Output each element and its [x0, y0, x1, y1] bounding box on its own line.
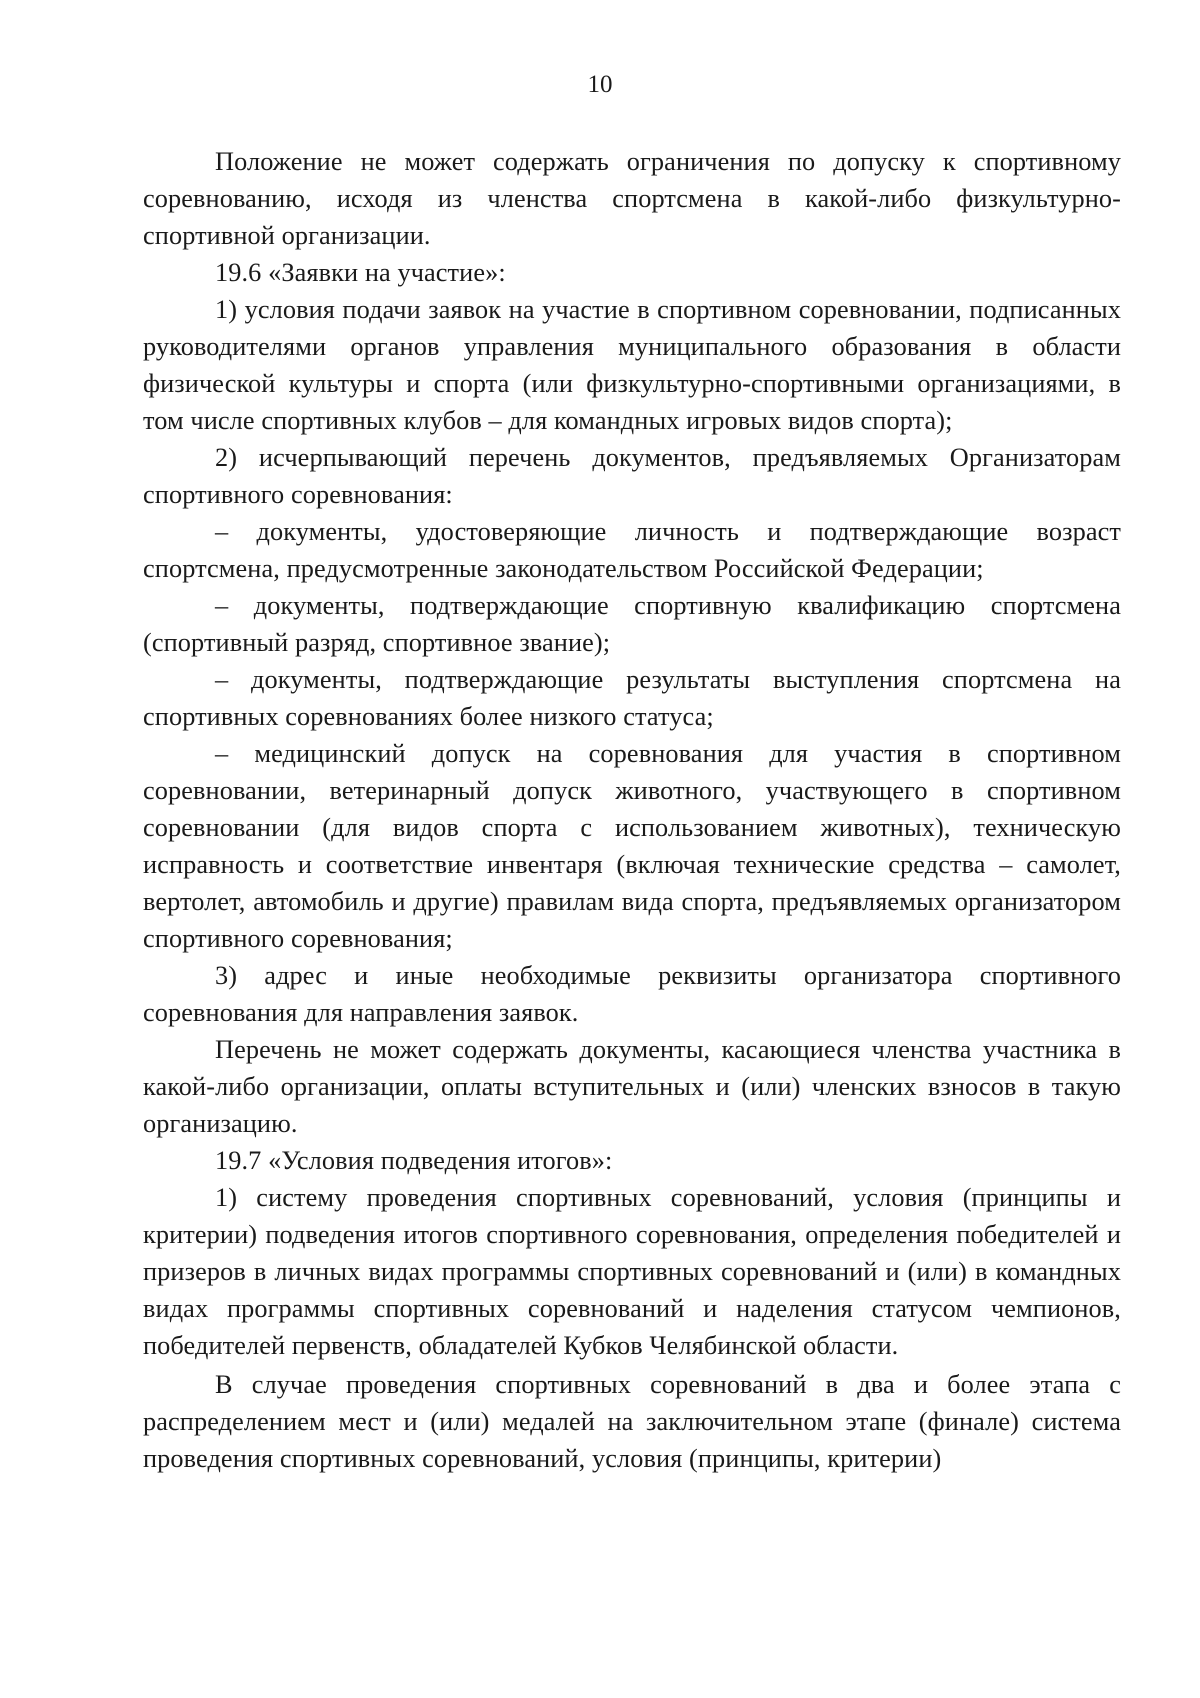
- section-heading-19-7: 19.7 «Условия подведения итогов»:: [215, 1146, 613, 1175]
- paragraph: Перечень не может содержать документы, касающиеся членства участника в какой-либо организации, оплаты вступительных и (или) членских взносов в такую организацию.: [143, 1035, 1121, 1138]
- page-number: 10: [587, 71, 613, 98]
- dash-item: – документы, удостоверяющие личность и подтверждающие возраст спортсмена, предусмотренные законодательством Российской Федерации;: [143, 517, 1121, 583]
- paragraph: В случае проведения спортивных соревнований в два и более этапа с распределением мест и (или) медалей на заключительном этапе (финале) система проведения спортивных соревнований, условия (принципы, критерии): [143, 1370, 1121, 1473]
- list-item: 2) исчерпывающий перечень документов, предъявляемых Организаторам спортивного соревнования:: [143, 443, 1121, 509]
- list-item: 1) условия подачи заявок на участие в спортивном соревновании, подписанных руководителями органов управления муниципального образования в области физической культуры и спорта (или физкультурно-спортивными организациями, в том числе спортивных клубов – для командных игровых видов спорта);: [143, 295, 1121, 435]
- dash-item: – документы, подтверждающие результаты выступления спортсмена на спортивных соревнованиях более низкого статуса;: [143, 665, 1121, 731]
- dash-item: – документы, подтверждающие спортивную квалификацию спортсмена (спортивный разряд, спортивное звание);: [143, 591, 1121, 657]
- document-body: [143, 143, 1121, 1477]
- list-item: 3) адрес и иные необходимые реквизиты организатора спортивного соревнования для направления заявок.: [143, 961, 1121, 1027]
- list-item: 1) систему проведения спортивных соревнований, условия (принципы и критерии) подведения итогов спортивного соревнования, определения победителей и призеров в личных видах программы спортивных соревнований и (или) в командных видах программы спортивных соревнований и наделения статусом чемпионов, победителей первенств, обладателей Кубков Челябинской области.: [143, 1183, 1121, 1360]
- paragraph: Положение не может содержать ограничения по допуску к спортивному соревнованию, исходя из членства спортсмена в какой-либо физкультурно-спортивной организации.: [143, 147, 1121, 250]
- dash-item: – медицинский допуск на соревнования для участия в спортивном соревновании, ветеринарный допуск животного, участвующего в спортивном соревновании (для видов спорта с использованием животных), техническую исправность и соответствие инвентаря (включая технические средства – самолет, вертолет, автомобиль и другие) правилам вида спорта, предъявляемых организатором спортивного соревнования;: [143, 739, 1121, 953]
- section-heading-19-6: 19.6 «Заявки на участие»:: [215, 258, 506, 287]
